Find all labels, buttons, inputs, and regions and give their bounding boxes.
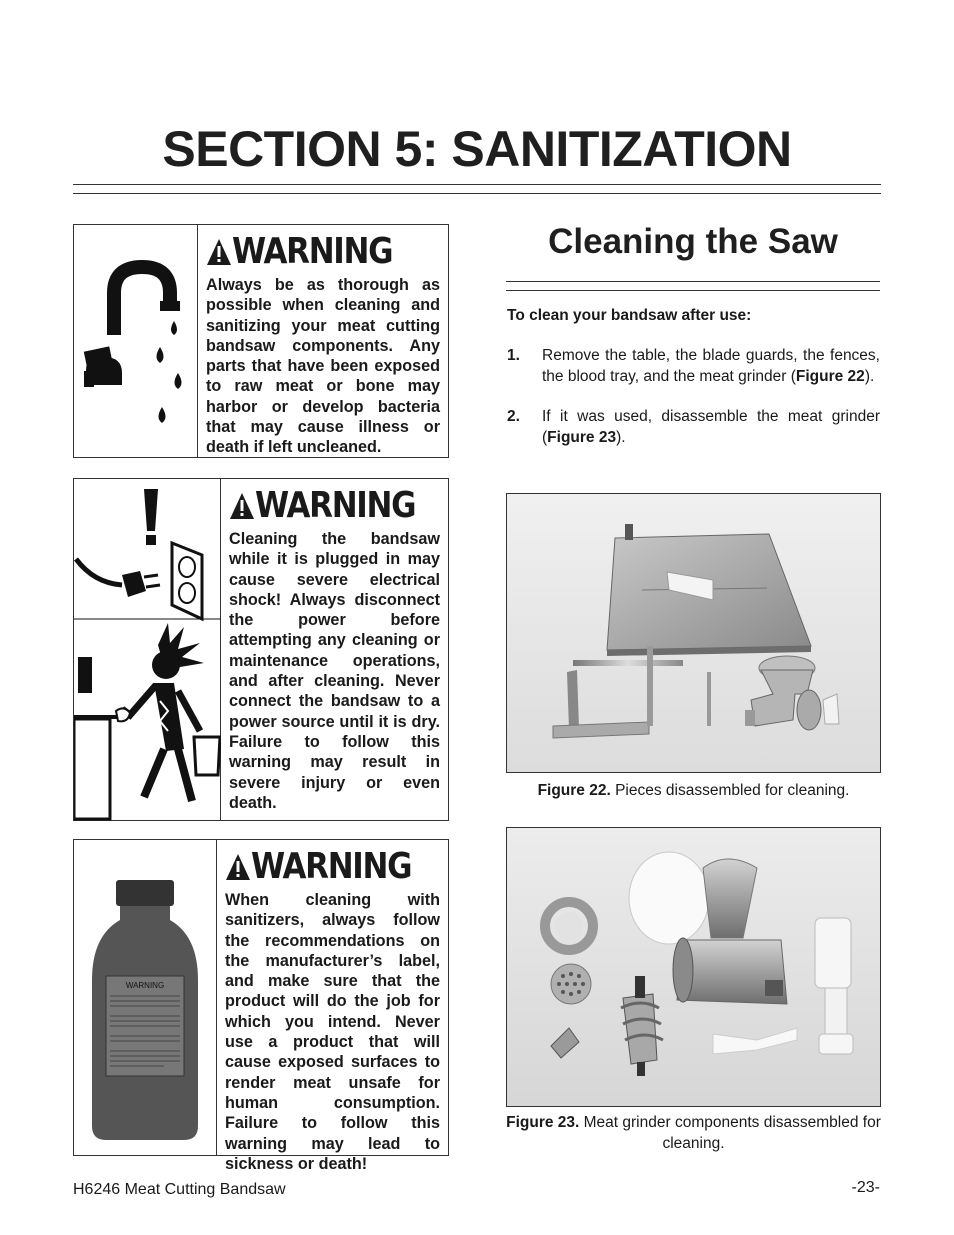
figure-reference: Figure 22: [795, 367, 865, 385]
warning-box-thorough-cleaning: [73, 224, 449, 458]
warning-text: When cleaning with sanitizers, always follow the recommendations on the manufacturer’s label, and make sure that the product will do the job for which you intend. Never use a product that will cause exposed surfaces to render meat unsafe for human consumption. Failure to follow this warning may lead to sickness or death!: [225, 891, 440, 1173]
sanitizer-bottle-icon: [74, 840, 217, 1155]
section-title: SECTION 5: SANITIZATION: [162, 121, 792, 177]
warning-text: Always be as thorough as possible when cleaning and sanitizing your meat cutting bandsaw components. Any parts that have been exposed to raw meat or bone may harbor or develop bacteria that may cause illness or death if left uncleaned.: [206, 276, 440, 457]
procedure-step: 1. Remove the table, the blade guards, the fences, the blood tray, and the meat grinder (Figure 22).: [507, 347, 880, 385]
warning-triangle-icon: [206, 237, 232, 267]
procedure-intro: To clean your bandsaw after use:: [507, 307, 752, 324]
procedure-steps: [507, 346, 880, 468]
warning-box-sanitizers: [73, 839, 449, 1173]
warning-triangle-icon: [229, 491, 255, 521]
faucet-icon: [74, 225, 198, 457]
warning-heading: WARNING: [251, 846, 412, 887]
title-rule: [73, 184, 881, 194]
procedure-step: 2. If it was used, disassemble the meat grinder (Figure 23).: [507, 408, 880, 446]
warning-box-electrical-shock: [73, 478, 449, 821]
footer-model-name: H6246 Meat Cutting Bandsaw: [73, 1181, 286, 1198]
figure-22-caption: Figure 22. Pieces disassembled for cleaning.: [537, 782, 850, 799]
electric-shock-icon: [74, 479, 221, 820]
warning-text: Cleaning the bandsaw while it is plugged in may cause severe electrical shock! Always disconnect the power before attempting any cleaning or maintenance operations, and after cleaning. Never connect the bandsaw to a power source until it is dry. Failure to follow this warning may result in severe injury or even death.: [229, 530, 440, 812]
figure-23-caption: Figure 23. Meat grinder components disassembled for cleaning.: [506, 1114, 881, 1152]
bottle-label-text: WARNING: [125, 981, 165, 990]
subsection-title: Cleaning the Saw: [548, 222, 838, 261]
page-number: -23-: [851, 1179, 880, 1196]
warning-triangle-icon: [225, 852, 251, 882]
subsection-rule: [506, 281, 880, 291]
figure-reference: Figure 23: [547, 428, 617, 446]
warning-heading: WARNING: [232, 231, 393, 272]
figure-23-photo: [506, 827, 881, 1107]
warning-heading: WARNING: [255, 485, 416, 526]
figure-22-photo: [506, 493, 881, 773]
